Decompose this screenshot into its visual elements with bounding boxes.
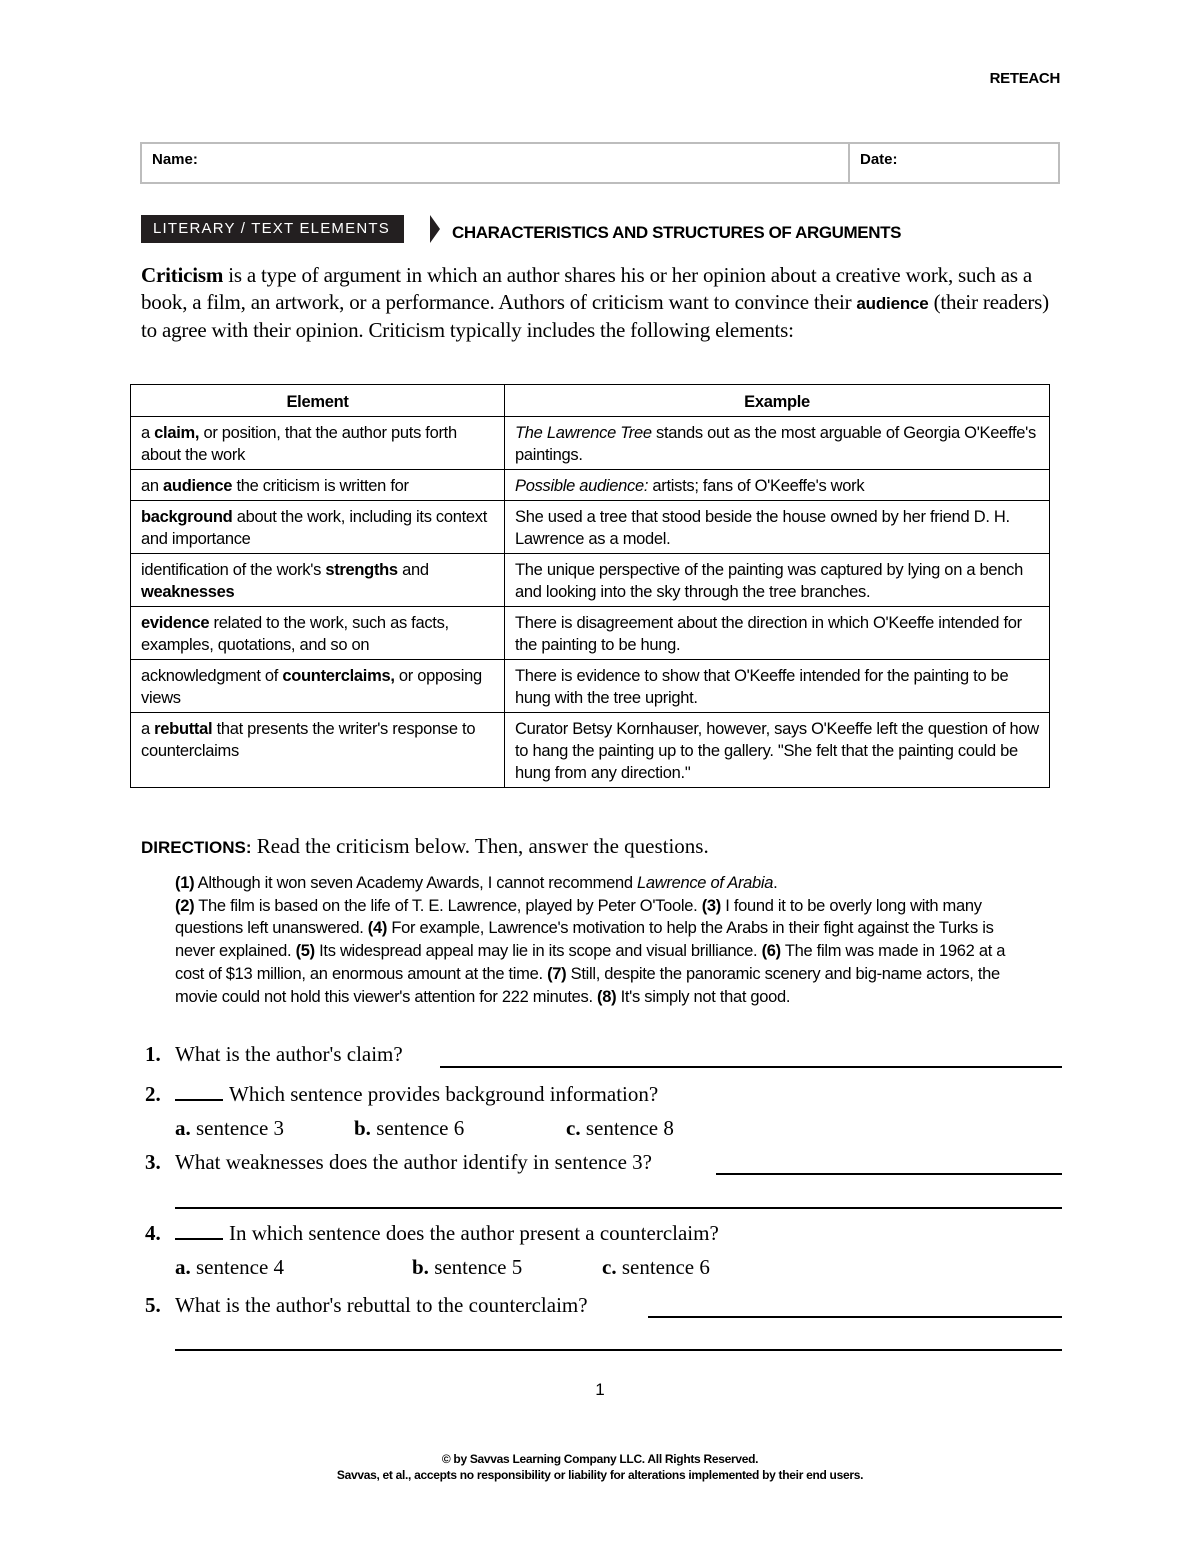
example-text: She used a tree that stood beside the house owned by her friend D. H. Lawrence as a model. xyxy=(515,508,1010,548)
table-row xyxy=(131,554,1050,607)
answer-line-3a[interactable] xyxy=(716,1173,1062,1175)
element-cell xyxy=(131,470,505,501)
page-number: 1 xyxy=(595,1380,605,1399)
sentence-number: (8) xyxy=(597,987,617,1006)
question-text: What is the author's claim? xyxy=(175,1042,403,1066)
intro-text-1: is a type of argument in which an author shares his or her opinion about a creative work, such as a book, a film, an artwork, or a performance. Authors of criticism want to convince their xyxy=(141,263,1033,314)
option-2a[interactable] xyxy=(175,1116,284,1141)
option-text: sentence 8 xyxy=(580,1116,674,1140)
example-italic: Possible audience: xyxy=(515,477,649,495)
option-2b[interactable] xyxy=(354,1116,464,1141)
elements-table xyxy=(130,384,1050,788)
table-row xyxy=(131,501,1050,554)
directions-label: DIRECTIONS: xyxy=(141,838,252,857)
element-term: evidence xyxy=(141,614,210,632)
question-number: 5. xyxy=(145,1293,161,1317)
option-4a[interactable] xyxy=(175,1255,284,1280)
criticism-term: Criticism xyxy=(141,263,224,287)
sentence-text: Its widespread appeal may lie in its scope and visual brilliance. xyxy=(314,942,762,961)
option-text: sentence 3 xyxy=(190,1116,285,1140)
reteach-label: RETEACH xyxy=(989,70,1060,87)
question-text: In which sentence does the author present a counterclaim? xyxy=(229,1221,719,1245)
example-text: stands out as the most arguable of Georgia O'Keeffe's paintings. xyxy=(515,424,1036,464)
example-italic: The Lawrence Tree xyxy=(515,424,652,442)
date-label: Date: xyxy=(860,151,898,168)
option-letter: c. xyxy=(602,1255,617,1279)
audience-term: audience xyxy=(856,294,929,313)
answer-line-5a[interactable] xyxy=(648,1316,1062,1318)
option-text: sentence 4 xyxy=(190,1255,285,1279)
directions-text: Read the criticism below. Then, answer the questions. xyxy=(251,834,709,858)
table-row xyxy=(131,713,1050,788)
film-title: Lawrence of Arabia xyxy=(637,874,774,892)
answer-blank-4[interactable] xyxy=(175,1237,223,1240)
intro-text-2: (their readers) to agree with their opinion. Criticism typically includes the following elements: xyxy=(141,290,1049,342)
example-cell xyxy=(505,554,1050,607)
answer-line-1[interactable] xyxy=(440,1066,1062,1068)
option-4c[interactable] xyxy=(602,1255,710,1280)
disclaimer-line: Savvas, et al., accepts no responsibility or liability for alterations implemented by their end users. xyxy=(336,1468,864,1482)
name-field[interactable] xyxy=(142,144,850,182)
option-letter: c. xyxy=(566,1116,581,1140)
directions xyxy=(141,834,709,859)
sentence-text: The film is based on the life of T. E. Lawrence, played by Peter O'Toole. xyxy=(194,896,702,915)
intro-paragraph xyxy=(141,262,1053,344)
copyright-line: © by Savvas Learning Company LLC. All Rights Reserved. xyxy=(441,1452,759,1466)
sentence-number: (4) xyxy=(367,919,388,938)
option-letter: b. xyxy=(412,1255,429,1279)
header-example: Example xyxy=(505,385,1050,417)
sentence-text: The film was made in 1962 at a cost of $13 million, an enormous amount at the time. xyxy=(175,942,1006,983)
example-cell xyxy=(505,660,1050,713)
element-cell xyxy=(131,607,505,660)
example-text: There is evidence to show that O'Keeffe intended for the painting to be hung with the tree upright. xyxy=(515,667,1009,707)
question-4 xyxy=(145,1221,719,1246)
criticism-passage xyxy=(175,872,1035,1008)
element-text: and xyxy=(397,561,429,579)
name-date-box xyxy=(140,142,1060,184)
question-number: 2. xyxy=(145,1082,161,1106)
example-cell xyxy=(505,713,1050,788)
example-cell xyxy=(505,470,1050,501)
example-cell xyxy=(505,607,1050,660)
element-text: a xyxy=(141,424,155,442)
section-title: CHARACTERISTICS AND STRUCTURES OF ARGUMENTS xyxy=(452,223,902,242)
element-text: identification of the work's xyxy=(141,561,326,579)
section-tag-arrow xyxy=(430,215,440,243)
question-text: What is the author's rebuttal to the counterclaim? xyxy=(175,1293,588,1317)
sentence-number: (2) xyxy=(175,896,195,915)
element-text: related to the work, such as facts, examples, quotations, and so on xyxy=(141,614,449,654)
element-term: rebuttal xyxy=(154,720,213,738)
header-element: Element xyxy=(131,385,505,417)
table-row xyxy=(131,417,1050,470)
sentence-text: . xyxy=(773,874,778,892)
element-text: a xyxy=(141,720,155,738)
element-cell xyxy=(131,501,505,554)
question-number: 3. xyxy=(145,1150,161,1174)
option-text: sentence 6 xyxy=(370,1116,465,1140)
sentence-number: (1) xyxy=(175,874,195,892)
element-text: acknowledgment of xyxy=(141,667,283,685)
date-field[interactable] xyxy=(850,144,1058,182)
table-row xyxy=(131,660,1050,713)
sentence-text: It's simply not that good. xyxy=(616,987,791,1006)
element-cell xyxy=(131,554,505,607)
sentence-number: (6) xyxy=(761,942,781,961)
answer-blank-2[interactable] xyxy=(175,1098,223,1101)
example-text: There is disagreement about the direction in which O'Keeffe intended for the painting to be hung. xyxy=(515,614,1022,654)
element-cell xyxy=(131,417,505,470)
element-cell xyxy=(131,713,505,788)
element-term: weaknesses xyxy=(141,583,235,601)
element-text: an xyxy=(141,477,164,495)
option-letter: a. xyxy=(175,1255,191,1279)
example-text: The unique perspective of the painting was captured by lying on a bench and looking into the sky through the tree branches. xyxy=(515,561,1023,601)
sentence-number: (3) xyxy=(701,896,721,915)
sentence-text: Although it won seven Academy Awards, I cannot recommend xyxy=(194,874,638,892)
question-number: 1. xyxy=(145,1042,161,1066)
option-2c[interactable] xyxy=(566,1116,674,1141)
option-letter: a. xyxy=(175,1116,191,1140)
section-tag: LITERARY / TEXT ELEMENTS xyxy=(141,215,404,243)
sentence-text: I found it to be overly long with many questions left unanswered. xyxy=(175,896,982,938)
question-text: Which sentence provides background information? xyxy=(229,1082,659,1106)
element-term: background xyxy=(141,508,233,526)
question-2 xyxy=(145,1082,658,1107)
element-text: that presents the writer's response to counterclaims xyxy=(141,720,476,760)
element-text: about the work, including its context and importance xyxy=(141,508,488,548)
name-label: Name: xyxy=(152,151,198,168)
question-number: 4. xyxy=(145,1221,161,1245)
table-row xyxy=(131,470,1050,501)
question-5 xyxy=(145,1293,588,1318)
element-term: strengths xyxy=(325,561,398,579)
example-cell xyxy=(505,417,1050,470)
example-cell xyxy=(505,501,1050,554)
element-cell xyxy=(131,660,505,713)
option-4b[interactable] xyxy=(412,1255,522,1280)
option-letter: b. xyxy=(354,1116,371,1140)
sentence-number: (5) xyxy=(295,942,315,961)
example-text: Curator Betsy Kornhauser, however, says O'Keeffe left the question of how to hang the painting up to the gallery. "She felt that the painting could be hung from any direction." xyxy=(515,720,1039,782)
element-term: claim, xyxy=(154,424,200,442)
question-text: What weaknesses does the author identify in sentence 3? xyxy=(175,1150,653,1174)
question-3 xyxy=(145,1150,652,1175)
element-term: audience xyxy=(163,477,233,495)
example-text: artists; fans of O'Keeffe's work xyxy=(648,477,865,495)
option-text: sentence 6 xyxy=(616,1255,710,1279)
table-row xyxy=(131,607,1050,660)
answer-line-5b[interactable] xyxy=(175,1349,1062,1351)
question-1 xyxy=(145,1042,403,1067)
element-text: the criticism is written for xyxy=(232,477,409,495)
element-text: or opposing views xyxy=(141,667,482,707)
element-text: or position, that the author puts forth about the work xyxy=(141,424,457,464)
option-text: sentence 5 xyxy=(428,1255,523,1279)
element-term: counterclaims, xyxy=(282,667,395,685)
table-header-row xyxy=(131,385,1050,417)
answer-line-3b[interactable] xyxy=(175,1207,1062,1209)
sentence-text: Still, despite the panoramic scenery and big-name actors, the movie could not hold this viewer's attention for 222 minutes. xyxy=(175,964,1000,1006)
sentence-text: For example, Lawrence's motivation to help the Arabs in their fight against the Turks is never explained. xyxy=(175,919,994,961)
sentence-number: (7) xyxy=(547,964,567,983)
